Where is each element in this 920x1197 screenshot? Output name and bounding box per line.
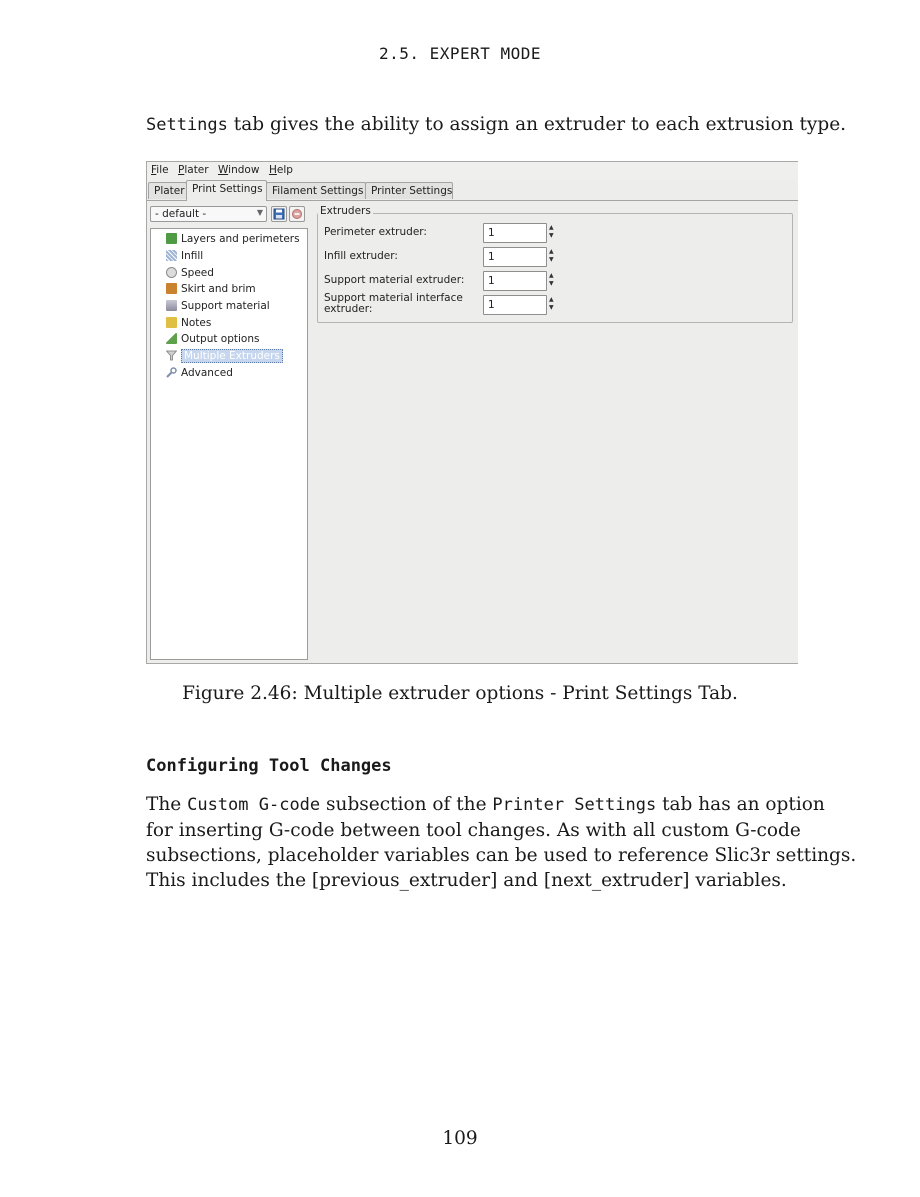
tab-bar xyxy=(147,180,798,201)
infill-icon xyxy=(166,250,177,261)
perimeter-extruder-spin-arrows[interactable]: ▲ ▼ xyxy=(549,224,554,239)
support-material-extruder-spin-arrows[interactable]: ▲ ▼ xyxy=(549,272,554,287)
menu-plater[interactable]: Plater xyxy=(178,164,209,176)
support-icon xyxy=(166,300,177,311)
menu-help[interactable]: Help xyxy=(269,164,293,176)
app-screenshot xyxy=(146,161,798,664)
menu-bar xyxy=(147,162,798,180)
support-interface-extruder-spin-arrows[interactable]: ▲ ▼ xyxy=(549,296,554,311)
support-material-extruder-input[interactable]: 1 xyxy=(483,271,547,291)
support-interface-extruder-label: Support material interface extruder: xyxy=(324,292,463,315)
wrench-icon xyxy=(166,367,177,378)
tab-print-settings[interactable]: Print Settings xyxy=(186,180,267,201)
menu-window[interactable]: Window xyxy=(218,164,260,176)
menu-file[interactable]: File xyxy=(151,164,169,176)
running-head: 2.5. EXPERT MODE xyxy=(378,44,542,63)
notes-icon xyxy=(166,317,177,328)
layers-icon xyxy=(166,233,177,244)
section-heading: Configuring Tool Changes xyxy=(146,756,392,776)
skirt-icon xyxy=(166,283,177,294)
code-custom-gcode: Custom G-code xyxy=(187,795,321,815)
body-line-1: The Custom G-code subsection of the Printer Settings tab has an option xyxy=(146,794,825,815)
body-line-3: subsections, placeholder variables can be used to reference Slic3r settings. xyxy=(146,845,857,866)
delete-preset-button[interactable] xyxy=(289,206,305,222)
perimeter-extruder-input[interactable]: 1 xyxy=(483,223,547,243)
tree-item-multiple-extruders[interactable]: Multiple Extruders xyxy=(166,350,283,365)
tree-item-notes[interactable]: Notes xyxy=(166,317,211,332)
code-settings: Settings xyxy=(146,115,228,135)
save-icon xyxy=(272,207,286,221)
preset-select[interactable] xyxy=(150,206,267,222)
body-paragraph xyxy=(146,792,857,893)
tree-item-support[interactable]: Support material xyxy=(166,300,270,315)
support-material-extruder-label: Support material extruder: xyxy=(324,274,465,286)
perimeter-extruder-label: Perimeter extruder: xyxy=(324,226,427,238)
tree-item-skirt[interactable]: Skirt and brim xyxy=(166,283,256,298)
body-line-4: This includes the [previous_extruder] and [next_extruder] variables. xyxy=(146,870,787,891)
delete-icon xyxy=(290,207,304,221)
preset-value: - default - xyxy=(155,208,207,220)
settings-tree xyxy=(150,228,308,660)
intro-paragraph xyxy=(146,112,847,138)
infill-extruder-label: Infill extruder: xyxy=(324,250,398,262)
save-preset-button[interactable] xyxy=(271,206,287,222)
figure-caption: Figure 2.46: Multiple extruder options - Print Settings Tab. xyxy=(182,683,738,704)
tab-plater[interactable]: Plater xyxy=(148,182,187,199)
body-line-2: for inserting G-code between tool changes. As with all custom G-code xyxy=(146,820,801,841)
tab-printer-settings[interactable]: Printer Settings xyxy=(365,182,453,199)
output-icon xyxy=(166,333,177,344)
code-printer-settings: Printer Settings xyxy=(492,795,657,815)
tree-item-layers[interactable]: Layers and perimeters xyxy=(166,233,300,248)
tree-item-output[interactable]: Output options xyxy=(166,333,259,348)
tree-item-speed[interactable]: Speed xyxy=(166,267,214,282)
support-interface-extruder-input[interactable]: 1 xyxy=(483,295,547,315)
tree-item-infill[interactable]: Infill xyxy=(166,250,203,265)
chevron-down-icon: ▼ xyxy=(256,208,263,217)
speed-icon xyxy=(166,267,177,278)
extruders-group-title: Extruders xyxy=(320,205,371,217)
page-number: 109 xyxy=(442,1128,478,1149)
tab-filament-settings[interactable]: Filament Settings xyxy=(266,182,366,199)
infill-extruder-input[interactable]: 1 xyxy=(483,247,547,267)
intro-text: tab gives the ability to assign an extruder to each extrusion type. xyxy=(227,114,847,135)
tree-item-advanced[interactable]: Advanced xyxy=(166,367,233,382)
funnel-icon xyxy=(166,350,177,361)
infill-extruder-spin-arrows[interactable]: ▲ ▼ xyxy=(549,248,554,263)
